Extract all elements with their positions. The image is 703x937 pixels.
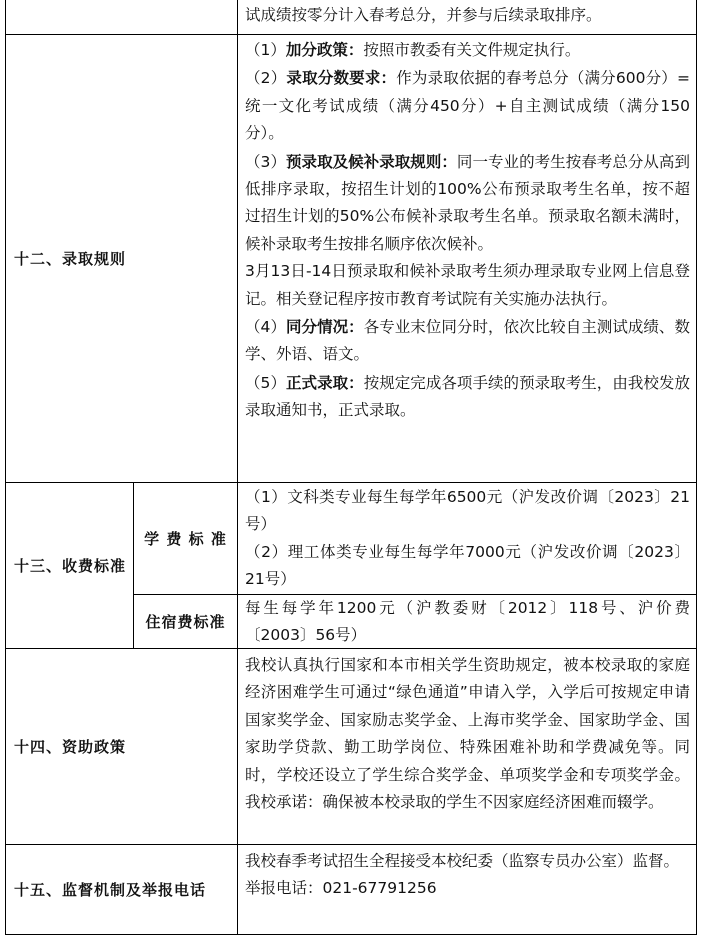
table-border-left (5, 0, 6, 935)
tuition-humanities: （1）文科类专业每生每学年6500元（沪发改价调〔2023〕21号） (245, 488, 690, 534)
dorm-fee-content: 每生每学年1200元（沪教委财〔2012〕118号、沪价费〔2003〕56号） (245, 599, 690, 645)
supervision-label: 十五、监督机制及举报电话 (14, 881, 207, 899)
report-phone: 举报电话：021-67791256 (245, 879, 437, 898)
registration-paragraph: 3月13日-14日预录取和候补录取考生须办理录取专业网上信息登记。相关登记程序按市教育考试院有关实施办法执行。 (245, 262, 690, 308)
admission-rules-content (238, 36, 696, 425)
fee-standard-label: 十三、收费标准 (14, 557, 127, 575)
tuition-science: （2）理工体类专业每生每学年7000元（沪发改价调〔2023〕21号） (245, 542, 690, 589)
financial-aid-content: 我校认真执行国家和本市相关学生资助规定，被本校录取的家庭经济困难学生可通过“绿色通道”申请入学，入学后可按规定申请国家奖学金、国家励志奖学金、上海市奖学金、国家助学金、国家助学贷款、勤工助学岗位、特殊困难补助和学费减免等。同时，学校还设立了学生综合奖学金、单项奖学金和专项奖学金。我校承诺：确保被本校录取的学生不因家庭经济困难而辍学。 (245, 656, 690, 812)
financial-aid-label: 十四、资助政策 (14, 738, 127, 756)
table-border-bottom (5, 934, 697, 935)
admission-rule-continued-text: 试成绩按零分计入春考总分，并参与后续录取排序。 (245, 6, 602, 24)
pre-admission-rule-paragraph: （3）预录取及候补录取规则：同一专业的考生按春考总分从高到低排序录取，按招生计划的100%公布预录取考生名单，按不超过招生计划的50%公布候补录取考生名单。预录取名额未满时，候补录取考生按排名顺序依次候补。 (245, 151, 690, 253)
admission-rules-label: 十二、录取规则 (14, 250, 127, 268)
table-border-right (696, 0, 697, 935)
supervision-content (238, 848, 696, 903)
tuition-standard-content (238, 484, 696, 594)
formal-admission-paragraph: （5）正式录取：按规定完成各项手续的预录取考生，由我校发放录取通知书，正式录取。 (245, 372, 690, 420)
score-requirement-paragraph: （2）录取分数要求：作为录取依据的春考总分（满分600分）=统一文化考试成绩（满分450分）+自主测试成绩（满分150分）。 (245, 68, 690, 143)
tie-score-paragraph: （4）同分情况：各专业末位同分时，依次比较自主测试成绩、数学、外语、语文。 (245, 317, 690, 364)
dorm-fee-label: 住宿费标准 (145, 613, 226, 631)
bonus-policy-paragraph: （1）加分政策：按照市教委有关文件规定执行。 (245, 40, 581, 59)
supervision-text: 我校春季考试招生全程接受本校纪委（监察专员办公室）监督。 (245, 852, 680, 870)
tuition-standard-label: 学 费 标 准 (144, 530, 227, 548)
